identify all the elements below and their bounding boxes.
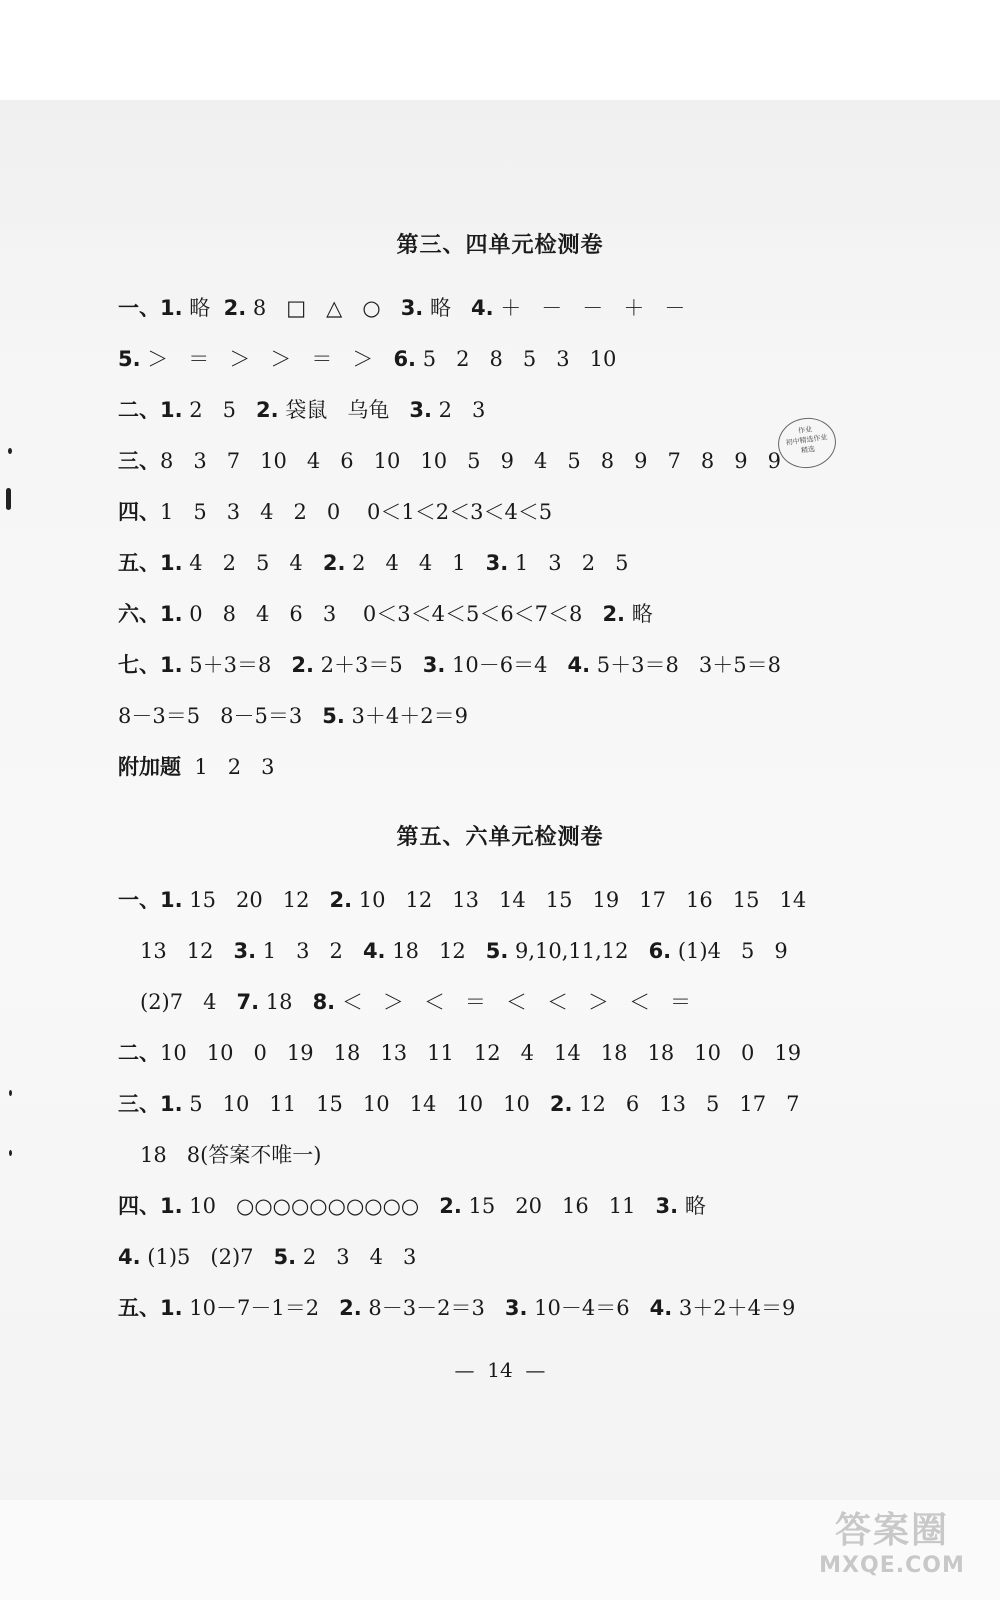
answer-line [118,497,552,527]
answer-line [118,293,685,323]
answer-line [118,752,275,782]
question-number: 5. [322,704,345,728]
answer-line [118,701,468,731]
answer-text: (2)7 4 [140,990,237,1014]
question-number: 4. [362,939,386,963]
scan-speck [6,488,11,510]
question-number: 3. [485,551,509,575]
question-number: 2. [329,888,353,912]
section-title-units-3-4: 第三、四单元检测卷 [396,233,604,258]
scan-speck [9,1150,12,1156]
question-number: 6. [648,939,672,963]
answer-line [118,885,806,915]
question-label: 4. [118,1245,141,1269]
question-number: 2. [256,398,279,422]
answer-text: 18 [259,990,313,1014]
answer-text: 10－7－1＝2 [182,1296,340,1320]
question-number: 7. [236,990,260,1014]
question-number: 5. [273,1245,297,1269]
question-number: 3. [504,1296,528,1320]
answer-text: 1 3 2 5 [508,551,629,575]
answer-text: 1 3 2 [256,939,363,963]
question-label: 五、1. [118,1296,183,1320]
question-number: 4. [567,653,591,677]
answer-text: 略 [625,602,653,626]
answer-text: 2 4 4 1 [345,551,486,575]
answer-text: 略 [182,296,224,320]
answer-line [140,936,788,966]
question-label: 三、 [118,449,160,473]
answer-text: 略 [678,1194,706,1218]
answer-line [118,1191,706,1221]
answer-text: 13 12 [140,939,234,963]
answer-text: (1)5 (2)7 [140,1245,274,1269]
answer-text: 10 12 13 14 15 19 17 16 15 14 [352,888,807,912]
stamp-line: 初中精选作业 [785,433,828,447]
answer-text: ＋ － － ＋ － [493,296,686,320]
answer-text: 8 □ △ ○ [246,296,401,320]
answer-text: 5＋3＝8 [182,653,292,677]
answer-line [118,395,485,425]
answer-text: 5 10 11 15 10 14 10 10 [182,1092,550,1116]
question-label: 附加题 [118,755,181,779]
answer-text: 10－6＝4 [445,653,568,677]
page-number: — 14 — [454,1358,546,1382]
question-label: 五、1. [118,551,183,575]
answer-text: 3＋2＋4＝9 [672,1296,796,1320]
answer-text: 1 2 3 [181,755,275,779]
question-number: 4. [470,296,494,320]
question-number: 2. [439,1194,462,1218]
answer-text: 5 2 8 5 3 10 [416,347,617,371]
question-label: 三、1. [118,1092,183,1116]
watermark-title: 答案圈 [834,1510,949,1551]
answer-text: 18 12 [385,939,486,963]
answer-text: 8 3 7 10 4 6 10 10 5 9 4 5 8 9 7 8 9 9 [160,449,782,473]
question-label: 一、1. [118,296,183,320]
answer-text: 1 5 3 4 2 0 0＜1＜2＜3＜4＜5 [160,500,553,524]
answer-line [118,1242,416,1272]
answer-text: 12 6 13 5 17 7 [572,1092,800,1116]
question-number: 8. [312,990,336,1014]
question-number: 3. [400,296,424,320]
question-number: 3. [409,398,432,422]
answer-text: 10 10 0 19 18 13 11 12 4 14 18 18 10 0 19 [160,1041,802,1065]
answer-text: 4 2 5 4 [182,551,323,575]
question-label: 四、1. [118,1194,183,1218]
answer-text: 8－3＝5 8－5＝3 [118,704,323,728]
question-number: 3. [422,653,446,677]
question-number: 2. [223,296,247,320]
scan-speck [8,448,12,454]
answer-line [118,344,616,374]
answer-text: 3＋4＋2＝9 [344,704,468,728]
answer-text: 10－4＝6 [527,1296,650,1320]
question-number: 2. [549,1092,573,1116]
answer-text: 2 5 [182,398,257,422]
answer-text: 9,10,11,12 [508,939,649,963]
answer-line [140,1140,322,1170]
question-label: 二、 [118,1041,160,1065]
watermark-url: MXQE.COM [819,1553,965,1578]
answer-text: 袋鼠 乌龟 [278,398,410,422]
answer-line [118,599,653,629]
answer-line [118,650,781,680]
answer-text: 略 [423,296,471,320]
answer-line [118,1089,800,1119]
question-label: 四、 [118,500,160,524]
question-label: 一、1. [118,888,183,912]
answer-text: ＞ ＝ ＞ ＞ ＝ ＞ [140,347,394,371]
answer-line [118,1038,801,1068]
answer-line [140,987,691,1017]
question-number: 3. [655,1194,679,1218]
answer-line [118,446,781,476]
question-label: 5. [118,347,141,371]
answer-text: 2 3 4 3 [296,1245,417,1269]
answer-text: ＜ ＞ ＜ ＝ ＜ ＜ ＞ ＜ ＝ [335,990,692,1014]
answer-line [118,1293,795,1323]
question-number: 6. [393,347,417,371]
answer-line [118,548,628,578]
answer-text: 18 8(答案不唯一) [140,1143,322,1167]
answer-text: 15 20 16 11 [461,1194,656,1218]
answer-text: 10 ○○○○○○○○○○ [182,1194,440,1218]
section-title-units-5-6: 第五、六单元检测卷 [396,825,604,850]
answer-text: 0 8 4 6 3 0＜3＜4＜5＜6＜7＜8 [182,602,603,626]
question-number: 2. [291,653,314,677]
question-number: 2. [322,551,346,575]
question-number: 2. [602,602,626,626]
answer-text: 2＋3＝5 [313,653,423,677]
watermark-logo [802,1502,982,1578]
scan-margin [0,0,1000,100]
question-label: 二、1. [118,398,183,422]
answer-text: 15 20 12 [182,888,330,912]
answer-text: 2 3 [431,398,486,422]
question-number: 5. [485,939,509,963]
question-number: 4. [649,1296,673,1320]
answer-text: (1)4 5 9 [671,939,788,963]
stamp-line: 精选 [800,444,816,455]
question-number: 2. [339,1296,362,1320]
answer-text: 8－3－2＝3 [361,1296,505,1320]
answer-text: 5＋3＝8 3＋5＝8 [590,653,781,677]
stamp-line: 作业 [797,425,813,436]
question-label: 七、1. [118,653,183,677]
scan-speck [9,1090,12,1096]
question-number: 3. [233,939,257,963]
question-label: 六、1. [118,602,183,626]
